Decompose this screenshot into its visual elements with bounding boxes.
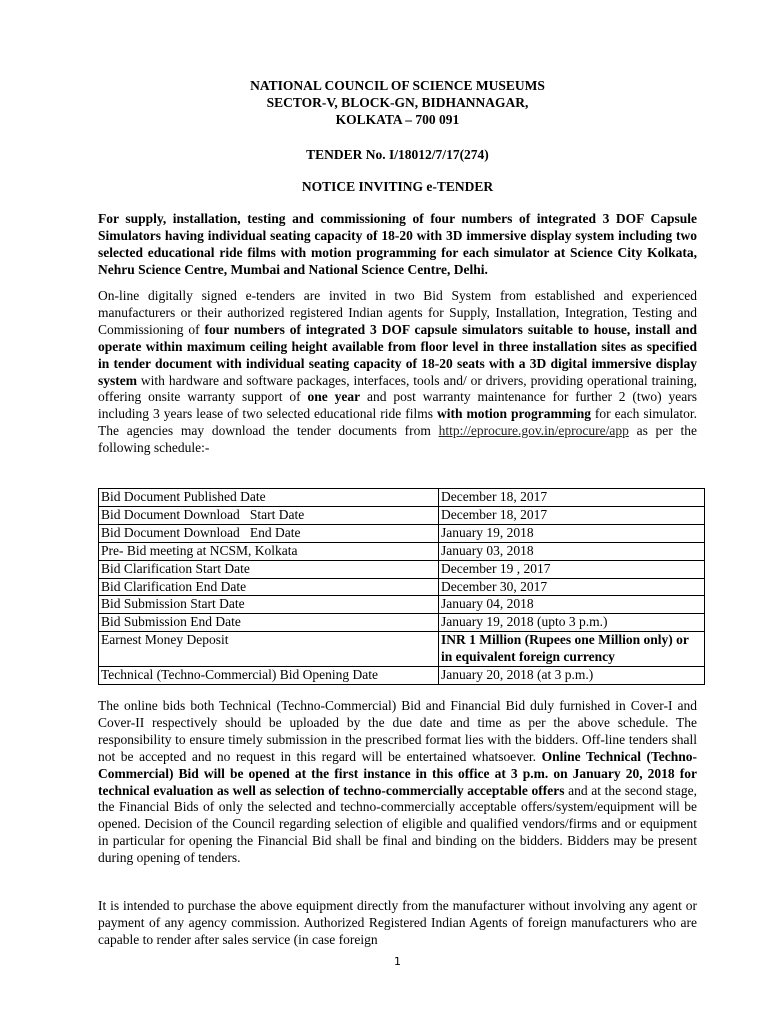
schedule-value: January 19, 2018 (upto 3 p.m.) bbox=[439, 614, 705, 632]
online-text-2: and at the second stage, the Financial Bids of only the selected and techno-commercially acceptable offers/system/equipment will be opened. Decision of the Council regarding selection of eligible and qualified vendors/firms and or equipment in particular for opening the Financial Bid shall be final and binding on the bidders. Bidders may be present during opening of tenders. bbox=[98, 782, 697, 866]
intro-bold-1: four numbers of integrated 3 DOF capsule simulators suitable to house, install and operate within maximum ceiling height available from floor level in three installation sites as specified in tender document with individual seating capacity of 18-20 seats with a 3D digital immersive display system bbox=[98, 321, 698, 388]
schedule-value: January 03, 2018 bbox=[439, 542, 705, 560]
online-text-1: The online bids both Technical (Techno-Commercial) Bid and Financial Bid duly furnished in Cover-I and Cover-II respectively should be uploaded by the due date and time as per the above schedule. The responsibility to ensure timely submission in the prescribed format lies with the bidders. Off-line tenders shall not be accepted and no request in this regard will be entertained whatsoever. bbox=[98, 698, 697, 764]
schedule-label: Bid Clarification End Date bbox=[99, 578, 439, 596]
table-row bbox=[99, 524, 705, 542]
schedule-label: Bid Clarification Start Date bbox=[99, 560, 439, 578]
schedule-label: Bid Submission Start Date bbox=[99, 596, 439, 614]
schedule-value: December 18, 2017 bbox=[439, 506, 705, 524]
schedule-table bbox=[98, 488, 705, 685]
schedule-label: Bid Document Published Date bbox=[99, 489, 439, 507]
letterhead bbox=[98, 77, 697, 128]
schedule-label: Technical (Techno-Commercial) Bid Opening Date bbox=[99, 667, 439, 685]
schedule-value: December 18, 2017 bbox=[439, 489, 705, 507]
schedule-label: Earnest Money Deposit bbox=[99, 632, 439, 667]
intro-bold-2: one year bbox=[307, 389, 361, 405]
intended-paragraph: It is intended to purchase the above equipment directly from the manufacturer without involving any agent or payment of any agency commission. Authorized Registered Indian Agents of foreign manufacturers who are capable to render after sales service (in case foreign bbox=[98, 898, 697, 947]
notice-title: NOTICE INVITING e-TENDER bbox=[301, 179, 494, 194]
schedule-value: December 19 , 2017 bbox=[439, 560, 705, 578]
intro-text-3: and post warranty maintenance for further 2 (two) years including 3 years lease of two selected educational ride films bbox=[98, 389, 697, 422]
schedule-value: January 04, 2018 bbox=[439, 596, 705, 614]
org-address-line2: KOLKATA – 700 091 bbox=[335, 112, 460, 127]
intro-text-4: for each simulator. The agencies may download the tender documents from bbox=[98, 406, 697, 439]
schedule-label: Bid Document Download End Date bbox=[99, 524, 439, 542]
schedule-label: Bid Document Download Start Date bbox=[99, 506, 439, 524]
table-row bbox=[99, 506, 705, 524]
eprocure-link[interactable]: http://eprocure.gov.in/eprocure/app bbox=[438, 423, 629, 439]
table-row bbox=[99, 632, 705, 667]
intro-text-5: as per the following schedule:- bbox=[98, 423, 697, 456]
schedule-label: Bid Submission End Date bbox=[99, 614, 439, 632]
table-row bbox=[99, 596, 705, 614]
table-row bbox=[99, 560, 705, 578]
schedule-value: January 19, 2018 bbox=[439, 524, 705, 542]
intro-text-1: On-line digitally signed e-tenders are invited in two Bid System from established and experienced manufacturers or their authorized registered Indian agents for Supply, Installation, Integration, Testing and Commissioning of bbox=[98, 288, 697, 337]
tender-number: TENDER No. I/18012/7/17(274) bbox=[306, 147, 489, 162]
online-bold-1: Online Technical (Techno-Commercial) Bid will be opened at the first instance in this office at 3 p.m. on January 20, 2018 for technical evaluation as well as selection of techno-commercially acceptable offers bbox=[98, 748, 698, 798]
intro-paragraph bbox=[98, 288, 697, 457]
schedule-value: INR 1 Million (Rupees one Million only) or in equivalent foreign currency bbox=[439, 632, 705, 667]
org-address-line1: SECTOR-V, BLOCK-GN, BIDHANNAGAR, bbox=[266, 95, 529, 110]
intro-text-2: with hardware and software packages, interfaces, tools and/ or drivers, providing operational training, offering onsite warranty support of bbox=[98, 372, 697, 405]
table-row bbox=[99, 614, 705, 632]
table-row bbox=[99, 667, 705, 685]
table-row bbox=[99, 578, 705, 596]
schedule-value: December 30, 2017 bbox=[439, 578, 705, 596]
online-bids-paragraph bbox=[98, 698, 697, 867]
table-row bbox=[99, 489, 705, 507]
tender-subject: For supply, installation, testing and commissioning of four numbers of integrated 3 DOF Capsule Simulators having individual seating capacity of 18-20 with 3D immersive display system including two selected educational ride films with motion programming for each simulator at Science City Kolkata, Nehru Science Centre, Mumbai and National Science Centre, Delhi. bbox=[98, 211, 697, 277]
page-number: 1 bbox=[394, 955, 401, 968]
org-name: NATIONAL COUNCIL OF SCIENCE MUSEUMS bbox=[250, 78, 545, 93]
intro-bold-3: with motion programming bbox=[436, 406, 591, 422]
schedule-value: January 20, 2018 (at 3 p.m.) bbox=[439, 667, 705, 685]
schedule-label: Pre- Bid meeting at NCSM, Kolkata bbox=[99, 542, 439, 560]
table-row bbox=[99, 542, 705, 560]
